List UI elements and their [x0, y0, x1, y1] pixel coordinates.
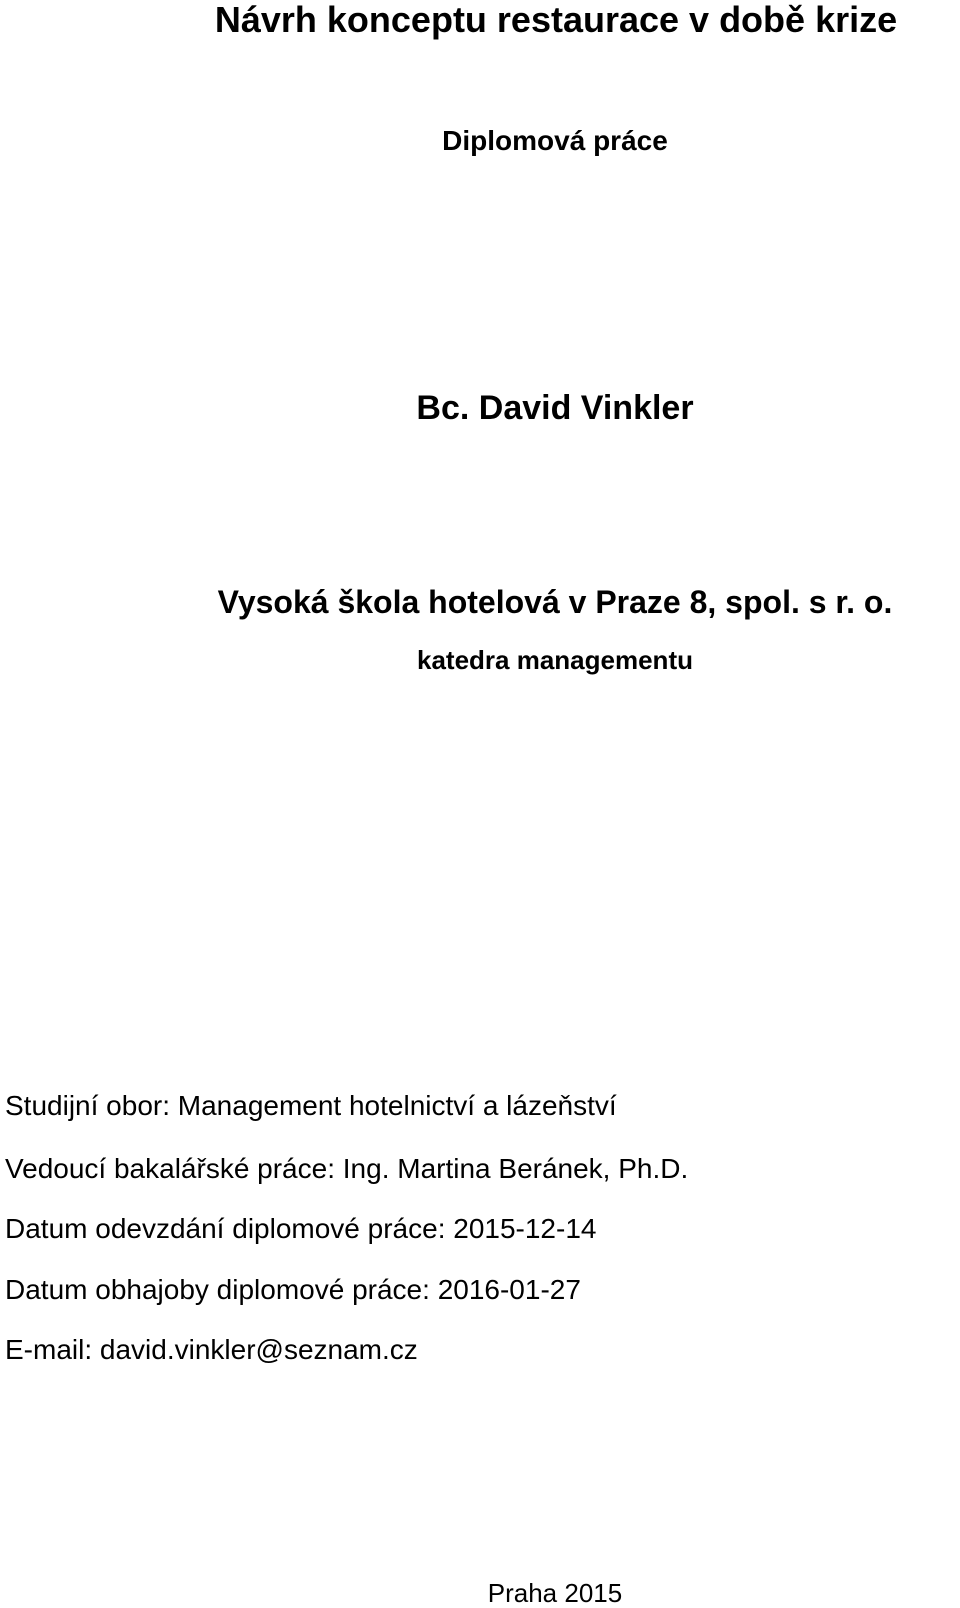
place-and-year: Praha 2015: [487, 1578, 623, 1608]
author-name: Bc. David Vinkler: [416, 389, 694, 427]
department-name: katedra managementu: [417, 645, 693, 675]
school-name: Vysoká škola hotelová v Praze 8, spol. s r. o.: [217, 584, 893, 620]
field-of-study: Studijní obor: Management hotelnictví a lázeňství: [5, 1090, 617, 1121]
document-type: Diplomová práce: [442, 125, 668, 156]
defense-date: Datum obhajoby diplomové práce: 2016-01-27: [5, 1274, 581, 1305]
author-email: E-mail: david.vinkler@seznam.cz: [5, 1334, 418, 1365]
thesis-supervisor: Vedoucí bakalářské práce: Ing. Martina Beránek, Ph.D.: [5, 1153, 689, 1184]
thesis-title: Návrh konceptu restaurace v době krize: [214, 0, 898, 40]
submission-date: Datum odevzdání diplomové práce: 2015-12-14: [5, 1213, 597, 1244]
